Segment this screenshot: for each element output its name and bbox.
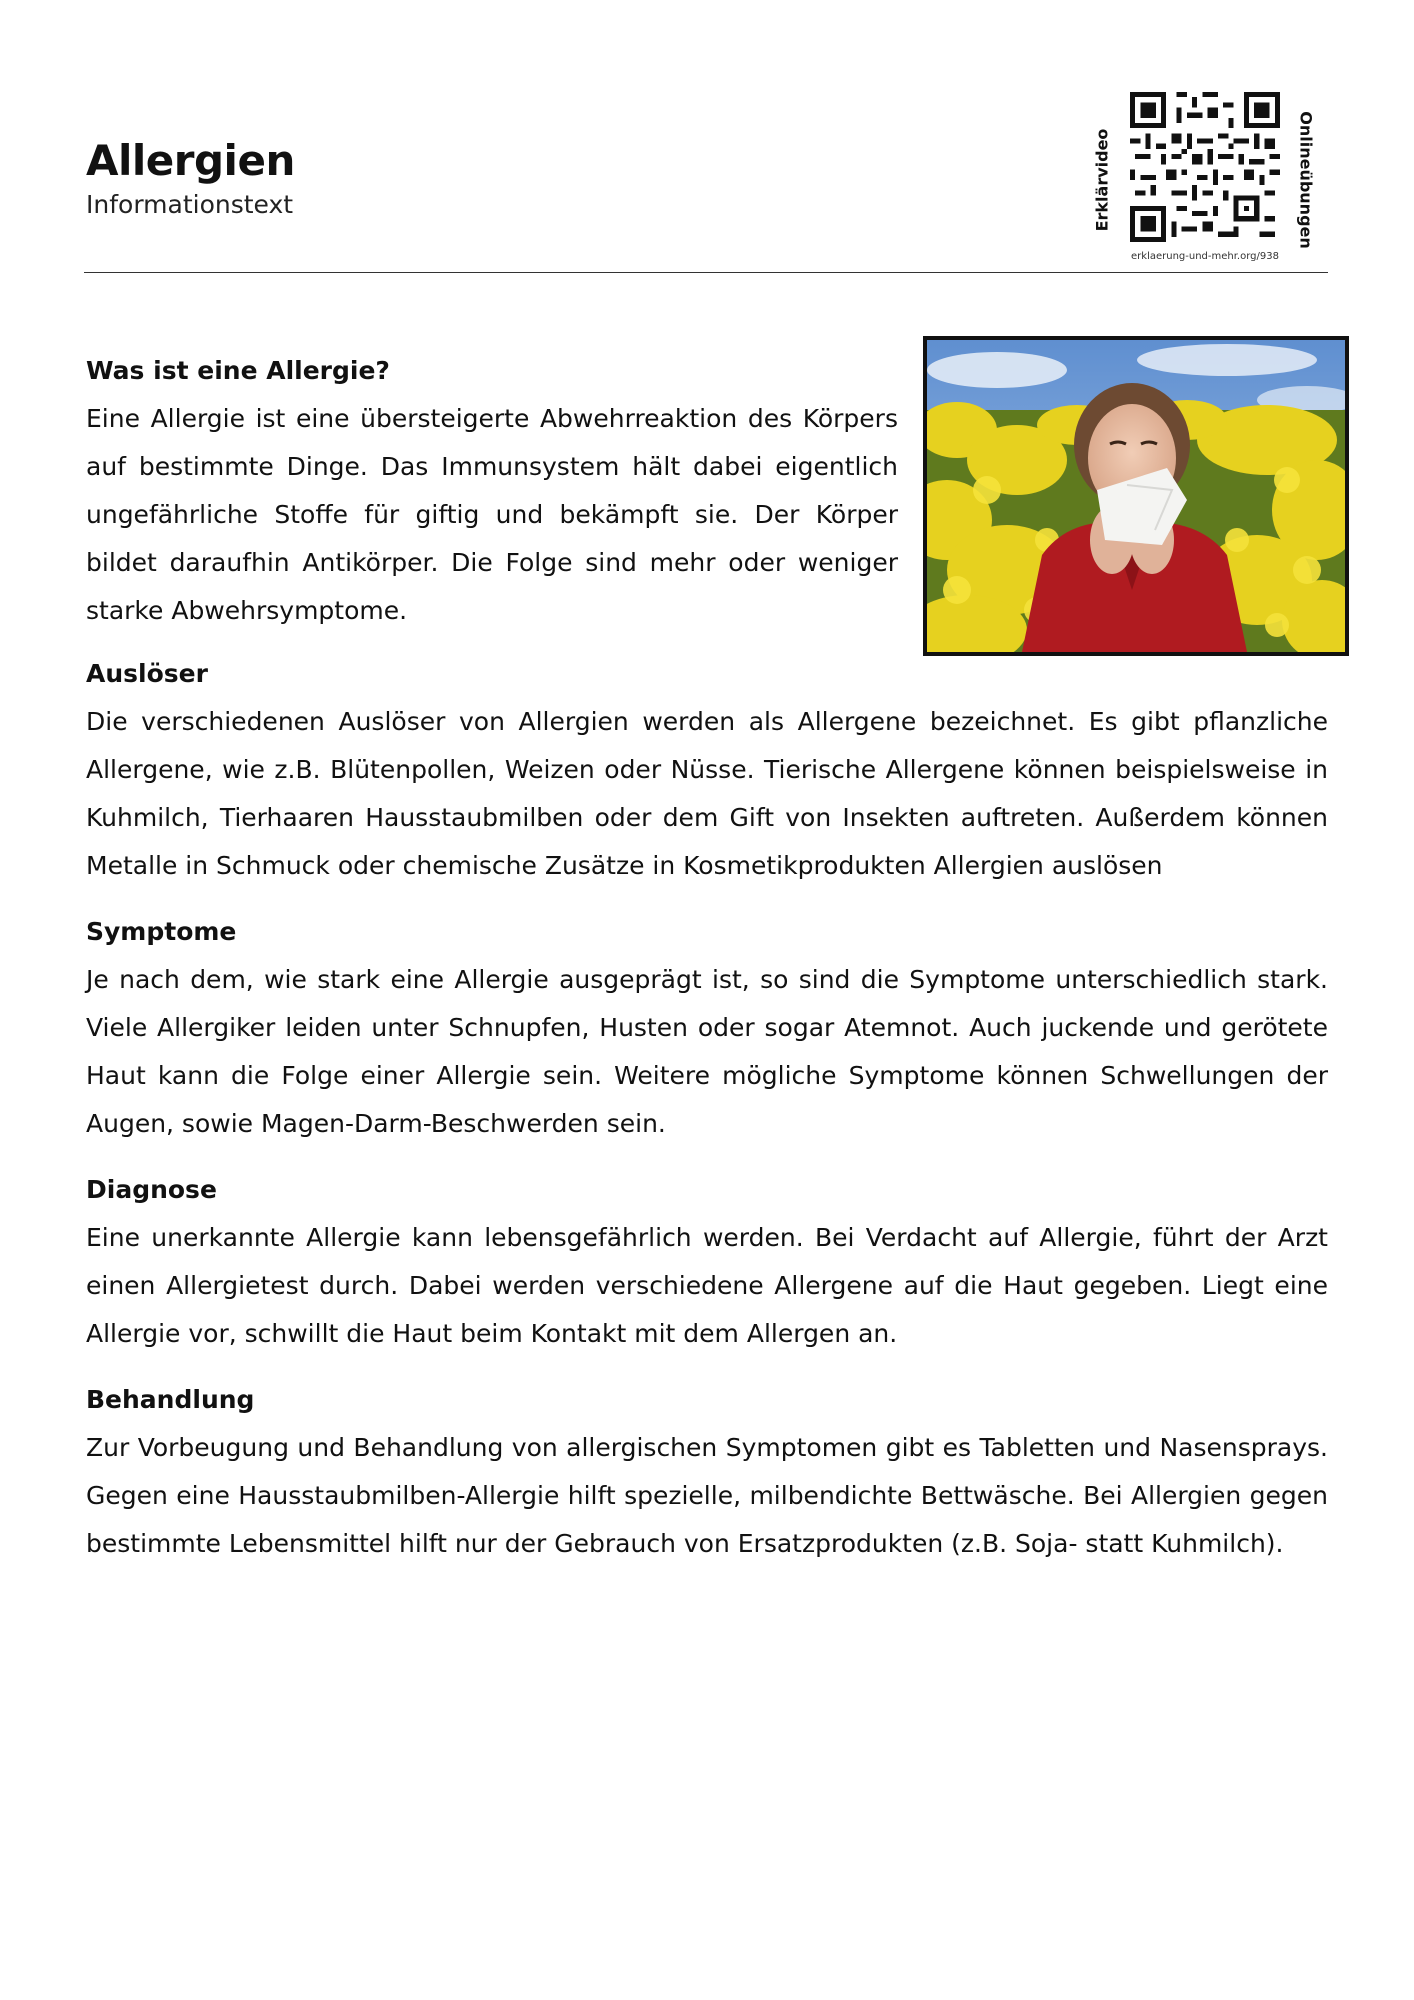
page-subtitle: Informationstext [86,190,294,219]
qr-label-exercises-text: Onlineübungen [1296,111,1316,249]
section-body: Die verschiedenen Auslöser von Allergien werden als Allergene bezeichnet. Es gibt pflanzliche Allergene, wie z.B. Blütenpollen, Weizen oder Nüsse. Tierische Allergene können beispielsweise in Kuhmilch, Tierhaaren Hausstaubmilben oder dem Gift von Insekten auftreten. Außerdem können Metalle in Schmuck oder chemische Zusätze in Kosmetikprodukten Allergien auslösen [86,707,1328,880]
qr-label-video-text: Erklärvideo [1092,128,1112,232]
qr-code-icon[interactable] [1130,92,1280,242]
page-title: Allergien [86,136,295,185]
section-ausloeser [86,650,1328,890]
section-diagnose [86,1166,1328,1358]
photo-illustration [927,340,1345,652]
section-heading: Diagnose [86,1175,217,1204]
section-behandlung [86,1376,1328,1568]
section-body: Zur Vorbeugung und Behandlung von allergischen Symptomen gibt es Tabletten und Nasensprays. Gegen eine Hausstaubmilben-Allergie hilft spezielle, milbendichte Bettwäsche. Bei Allergien gegen bestimmte Lebensmittel hilft nur der Gebrauch von Ersatzprodukten (z.B. Soja- statt Kuhmilch). [86,1433,1328,1558]
sneezing-person-photo [923,336,1349,656]
section-heading: Was ist eine Allergie? [86,356,390,385]
section-body: Eine unerkannte Allergie kann lebensgefährlich werden. Bei Verdacht auf Allergie, führt der Arzt einen Allergietest durch. Dabei werden verschiedene Allergene auf die Haut gegeben. Liegt eine Allergie vor, schwillt die Haut beim Kontakt mit dem Allergen an. [86,1223,1328,1348]
qr-url[interactable]: erklaerung-und-mehr.org/938 [1131,251,1279,262]
section-heading: Symptome [86,917,237,946]
section-symptome [86,908,1328,1148]
qr-label-video [1090,120,1114,240]
section-heading: Auslöser [86,659,208,688]
section-was-ist-allergie [86,347,898,635]
section-body: Eine Allergie ist eine übersteigerte Abwehrreaktion des Körpers auf bestimmte Dinge. Das Immunsystem hält dabei eigentlich ungefährliche Stoffe für giftig und bekämpft sie. Der Körper bildet daraufhin Antikörper. Die Folge sind mehr oder weniger starke Abwehrsymptome. [86,404,898,625]
section-heading: Behandlung [86,1385,255,1414]
section-body: Je nach dem, wie stark eine Allergie ausgeprägt ist, so sind die Symptome unterschiedlich stark. Viele Allergiker leiden unter Schnupfen, Husten oder sogar Atemnot. Auch juckende und gerötete Haut kann die Folge einer Allergie sein. Weitere mögliche Symptome können Schwellungen der Augen, sowie Magen-Darm-Beschwerden sein. [86,965,1328,1138]
qr-label-exercises [1294,100,1318,260]
header-divider [84,272,1328,273]
